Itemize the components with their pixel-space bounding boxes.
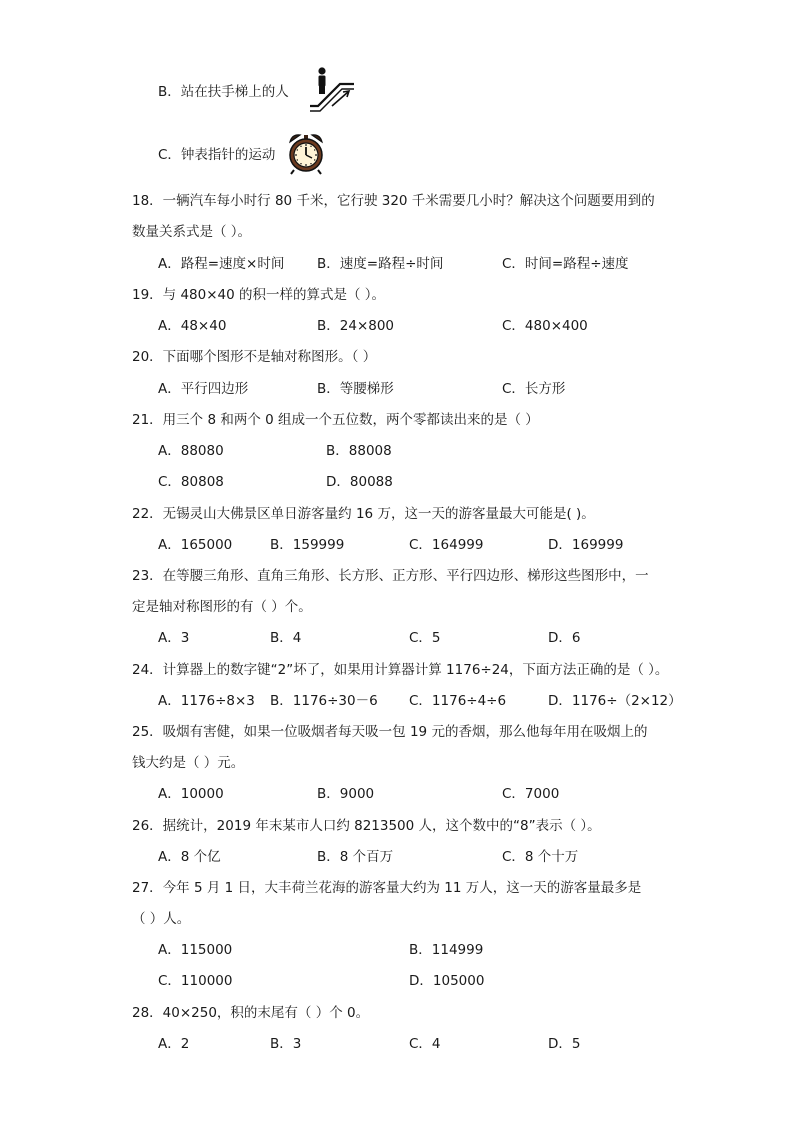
question-24-option-b[interactable]: B．1176÷30－6 <box>270 693 378 709</box>
question-18-option-b[interactable]: B．速度=路程÷时间 <box>317 256 444 272</box>
question-20-option-a[interactable]: A．平行四边形 <box>158 381 249 397</box>
question-23-stem-line-1: 23．在等腰三角形、直角三角形、长方形、正方形、平行四边形、梯形这些图形中，一 <box>132 568 649 584</box>
question-24-option-c[interactable]: C．1176÷4÷6 <box>409 693 507 709</box>
question-28-option-a[interactable]: A．2 <box>158 1036 190 1052</box>
question-18-option-c[interactable]: C．时间=路程÷速度 <box>502 256 629 272</box>
question-27-option-a[interactable]: A．115000 <box>158 942 233 958</box>
question-27-stem-line-2: （ ）人。 <box>132 911 191 927</box>
question-22-option-b[interactable]: B．159999 <box>270 537 345 553</box>
question-26-option-c[interactable]: C．8 个十万 <box>502 849 579 865</box>
question-22-option-a[interactable]: A．165000 <box>158 537 233 553</box>
question-23-option-b[interactable]: B．4 <box>270 630 302 646</box>
question-18-stem-line-1: 18．一辆汽车每小时行 80 千米，它行驶 320 千米需要几小时？解决这个问题要用到的 <box>132 193 655 209</box>
question-27-option-b[interactable]: B．114999 <box>409 942 484 958</box>
escalator-icon <box>308 66 358 112</box>
question-26-stem: 26．据统计，2019 年末某市人口约 8213500 人，这个数中的“8”表示（ ）。 <box>132 818 601 834</box>
question-24-stem: 24．计算器上的数字键“2”坏了，如果用计算器计算 1176÷24，下面方法正确的是（ ）。 <box>132 662 669 678</box>
question-20-option-c[interactable]: C．长方形 <box>502 381 566 397</box>
question-27-option-d[interactable]: D．105000 <box>409 973 485 989</box>
question-23-option-d[interactable]: D．6 <box>548 630 581 646</box>
question-22-option-c[interactable]: C．164999 <box>409 537 484 553</box>
question-18-stem-line-2: 数量关系式是（ ）。 <box>132 224 252 240</box>
question-21-option-c[interactable]: C．80808 <box>158 474 224 490</box>
question-24-option-a[interactable]: A．1176÷8×3 <box>158 693 255 709</box>
question-25-option-c[interactable]: C．7000 <box>502 786 560 802</box>
question-20-stem: 20．下面哪个图形不是轴对称图形。（ ） <box>132 349 377 365</box>
question-22-stem: 22．无锡灵山大佛景区单日游客量约 16 万，这一天的游客量最大可能是( )。 <box>132 506 595 522</box>
option-b-escalator: B．站在扶手梯上的人 <box>158 84 289 100</box>
question-19-option-a[interactable]: A．48×40 <box>158 318 227 334</box>
question-28-option-d[interactable]: D．5 <box>548 1036 581 1052</box>
question-26-option-a[interactable]: A．8 个亿 <box>158 849 221 865</box>
question-23-stem-line-2: 定是轴对称图形的有（ ）个。 <box>132 599 312 615</box>
question-21-option-d[interactable]: D．80088 <box>326 474 393 490</box>
question-23-option-a[interactable]: A．3 <box>158 630 190 646</box>
question-19-option-b[interactable]: B．24×800 <box>317 318 395 334</box>
question-23-option-c[interactable]: C．5 <box>409 630 441 646</box>
option-c-clock: C．钟表指针的运动 <box>158 147 276 163</box>
question-26-option-b[interactable]: B．8 个百万 <box>317 849 394 865</box>
question-21-stem: 21．用三个 8 和两个 0 组成一个五位数，两个零都读出来的是（ ） <box>132 412 539 428</box>
question-21-option-a[interactable]: A．88080 <box>158 443 224 459</box>
question-24-option-d[interactable]: D．1176÷（2×12） <box>548 693 682 709</box>
question-18-option-a[interactable]: A．路程=速度×时间 <box>158 256 285 272</box>
question-22-option-d[interactable]: D．169999 <box>548 537 624 553</box>
question-28-option-c[interactable]: C．4 <box>409 1036 441 1052</box>
question-19-option-c[interactable]: C．480×400 <box>502 318 588 334</box>
question-25-stem-line-2: 钱大约是（ ）元。 <box>132 755 245 771</box>
question-25-option-a[interactable]: A．10000 <box>158 786 224 802</box>
question-25-option-b[interactable]: B．9000 <box>317 786 375 802</box>
question-25-stem-line-1: 25．吸烟有害健，如果一位吸烟者每天吸一包 19 元的香烟，那么他每年用在吸烟上的 <box>132 724 648 740</box>
question-20-option-b[interactable]: B．等腰梯形 <box>317 381 394 397</box>
question-21-option-b[interactable]: B．88008 <box>326 443 392 459</box>
alarm-clock-icon <box>286 131 326 175</box>
question-19-stem: 19．与 480×40 的积一样的算式是（ ）。 <box>132 287 386 303</box>
question-28-option-b[interactable]: B．3 <box>270 1036 302 1052</box>
question-27-stem-line-1: 27．今年 5 月 1 日，大丰荷兰花海的游客量大约为 11 万人，这一天的游客量最多是 <box>132 880 642 896</box>
question-28-stem: 28．40×250，积的末尾有（ ）个 0。 <box>132 1005 370 1021</box>
question-27-option-c[interactable]: C．110000 <box>158 973 233 989</box>
